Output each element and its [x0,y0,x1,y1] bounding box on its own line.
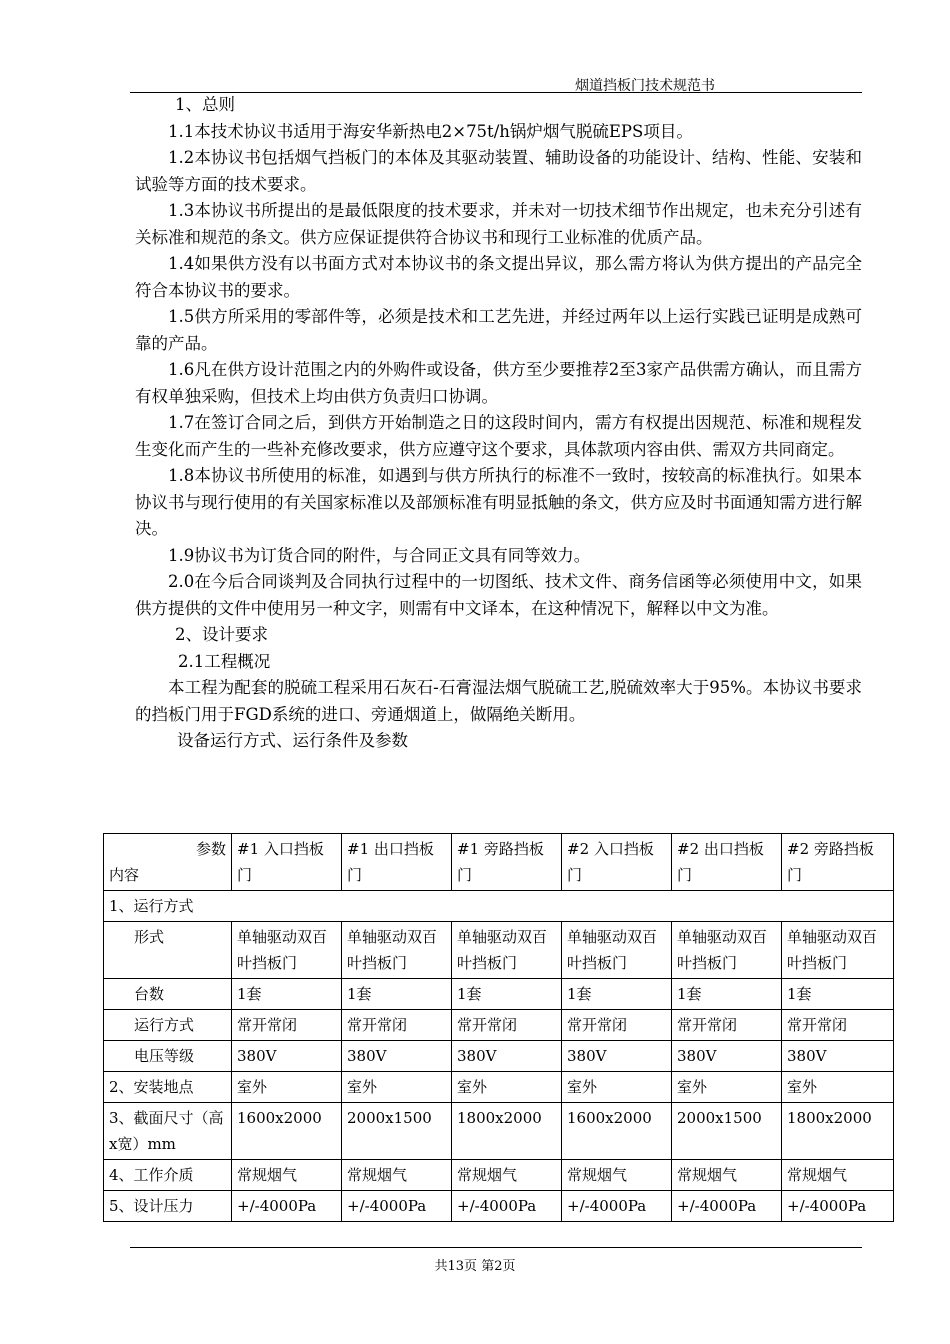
table-cell: 1套 [342,979,452,1010]
table-cell: 380V [782,1041,894,1072]
paragraph: 1.1本技术协议书适用于海安华新热电2×75t/h锅炉烟气脱硫EPS项目。 [168,121,693,141]
table-row [104,1072,894,1103]
table-cell: 常规烟气 [672,1160,782,1191]
table-cell: 单轴驱动双百叶挡板门 [342,922,452,979]
table-cell: +/-4000Pa [672,1191,782,1222]
row-label: 5、设计压力 [104,1191,232,1222]
paragraph: 2.1工程概况 [178,651,271,671]
paragraph: 1.8本协议书所使用的标准，如遇到与供方所执行的标准不一致时，按较高的标准执行。如果本协议书与现行使用的有关国家标准以及部颁标准有明显抵触的条文，供方应及时书面通知需方进行解决。 [135,466,862,538]
table-cell: 单轴驱动双百叶挡板门 [782,922,894,979]
table-row [104,891,894,922]
table-cell: 1套 [232,979,342,1010]
table-cell: 常开常闭 [232,1010,342,1041]
table-cell: 常开常闭 [342,1010,452,1041]
row-label: 台数 [104,979,232,1010]
table-cell: +/-4000Pa [232,1191,342,1222]
table-cell: 室外 [782,1072,894,1103]
table-cell: 1套 [782,979,894,1010]
column-header: #2 入口挡板门 [562,834,672,891]
table-cell: 常规烟气 [452,1160,562,1191]
table-cell: 常开常闭 [672,1010,782,1041]
paragraph: 1.2本协议书包括烟气挡板门的本体及其驱动装置、辅助设备的功能设计、结构、性能、安装和试验等方面的技术要求。 [135,148,862,194]
column-header: #1 出口挡板门 [342,834,452,891]
table-cell: +/-4000Pa [562,1191,672,1222]
table-row [104,1191,894,1222]
table-cell: +/-4000Pa [342,1191,452,1222]
table-cell: 2000x1500 [672,1103,782,1160]
spec-table [103,833,894,1222]
page-footer: 共13页 第2页 [434,1259,516,1274]
table-header-row [104,834,894,891]
table-cell: 2000x1500 [342,1103,452,1160]
table-cell: 室外 [452,1072,562,1103]
page-header-title: 烟道挡板门技术规范书 [575,78,715,94]
table-cell: 1800x2000 [452,1103,562,1160]
table-cell: 室外 [342,1072,452,1103]
corner-label-bottom: 内容 [109,866,140,884]
table-cell: 1套 [452,979,562,1010]
table-cell: 380V [562,1041,672,1072]
row-label: 电压等级 [104,1041,232,1072]
table-cell: 380V [232,1041,342,1072]
table-row [104,1010,894,1041]
table-cell: 室外 [672,1072,782,1103]
table-cell: 室外 [232,1072,342,1103]
table-cell: 单轴驱动双百叶挡板门 [452,922,562,979]
table-cell: 室外 [562,1072,672,1103]
table-cell: +/-4000Pa [782,1191,894,1222]
table-cell: 常开常闭 [782,1010,894,1041]
corner-header-cell [104,834,232,891]
table-row [104,1041,894,1072]
row-label: 运行方式 [104,1010,232,1041]
table-cell: 1套 [672,979,782,1010]
table-row [104,1160,894,1191]
paragraph: 1.3本协议书所提出的是最低限度的技术要求，并未对一切技术细节作出规定，也未充分引述有关标准和规范的条文。供方应保证提供符合协议书和现行工业标准的优质产品。 [135,201,862,247]
body-text [135,92,862,755]
section-heading: 2、设计要求 [175,625,268,644]
table-cell: 常规烟气 [562,1160,672,1191]
row-label: 2、安装地点 [104,1072,232,1103]
paragraph: 1.9协议书为订货合同的附件，与合同正文具有同等效力。 [168,545,591,565]
row-label: 1、运行方式 [104,891,894,922]
table-cell: 常开常闭 [562,1010,672,1041]
table-row [104,1103,894,1160]
table-cell: 单轴驱动双百叶挡板门 [232,922,342,979]
table-cell: 1600x2000 [232,1103,342,1160]
table-cell: 1800x2000 [782,1103,894,1160]
table-cell: 常规烟气 [232,1160,342,1191]
table-caption: 设备运行方式、运行条件及参数 [177,731,408,750]
row-label: 形式 [104,922,232,979]
section-heading: 1、总则 [175,95,235,114]
table-cell: 380V [342,1041,452,1072]
table-cell: 1套 [562,979,672,1010]
paragraph: 1.4如果供方没有以书面方式对本协议书的条文提出异议，那么需方将认为供方提出的产品完全符合本协议书的要求。 [135,254,862,300]
column-header: #2 出口挡板门 [672,834,782,891]
column-header: #1 旁路挡板门 [452,834,562,891]
table-cell: 1600x2000 [562,1103,672,1160]
column-header: #1 入口挡板门 [232,834,342,891]
table-cell: 常规烟气 [782,1160,894,1191]
table-cell: 常开常闭 [452,1010,562,1041]
table-cell: +/-4000Pa [452,1191,562,1222]
paragraph: 1.7在签订合同之后，到供方开始制造之日的这段时间内，需方有权提出因规范、标准和规程发生变化而产生的一些补充修改要求，供方应遵守这个要求，具体款项内容由供、需双方共同商定。 [135,413,862,459]
table-cell: 单轴驱动双百叶挡板门 [562,922,672,979]
table-cell: 380V [672,1041,782,1072]
row-label: 4、工作介质 [104,1160,232,1191]
column-header: #2 旁路挡板门 [782,834,894,891]
paragraph: 本工程为配套的脱硫工程采用石灰石-石膏湿法烟气脱硫工艺,脱硫效率大于95%。本协议书要求的挡板门用于FGD系统的进口、旁通烟道上，做隔绝关断用。 [135,678,862,724]
table-cell: 常规烟气 [342,1160,452,1191]
table-row [104,922,894,979]
paragraph: 2.0在今后合同谈判及合同执行过程中的一切图纸、技术文件、商务信函等必须使用中文，如果供方提供的文件中使用另一种文字，则需有中文译本，在这种情况下，解释以中文为准。 [135,572,862,618]
paragraph: 1.5供方所采用的零部件等，必须是技术和工艺先进，并经过两年以上运行实践已证明是成熟可靠的产品。 [135,307,862,353]
table-cell: 单轴驱动双百叶挡板门 [672,922,782,979]
corner-label-top: 参数 [195,840,226,858]
footer-rule [130,1247,862,1248]
table-cell: 380V [452,1041,562,1072]
table-row [104,979,894,1010]
row-label: 3、截面尺寸（高x宽）mm [104,1103,232,1160]
paragraph: 1.6凡在供方设计范围之内的外购件或设备，供方至少要推荐2至3家产品供需方确认，而且需方有权单独采购，但技术上均由供方负责归口协调。 [135,360,862,406]
